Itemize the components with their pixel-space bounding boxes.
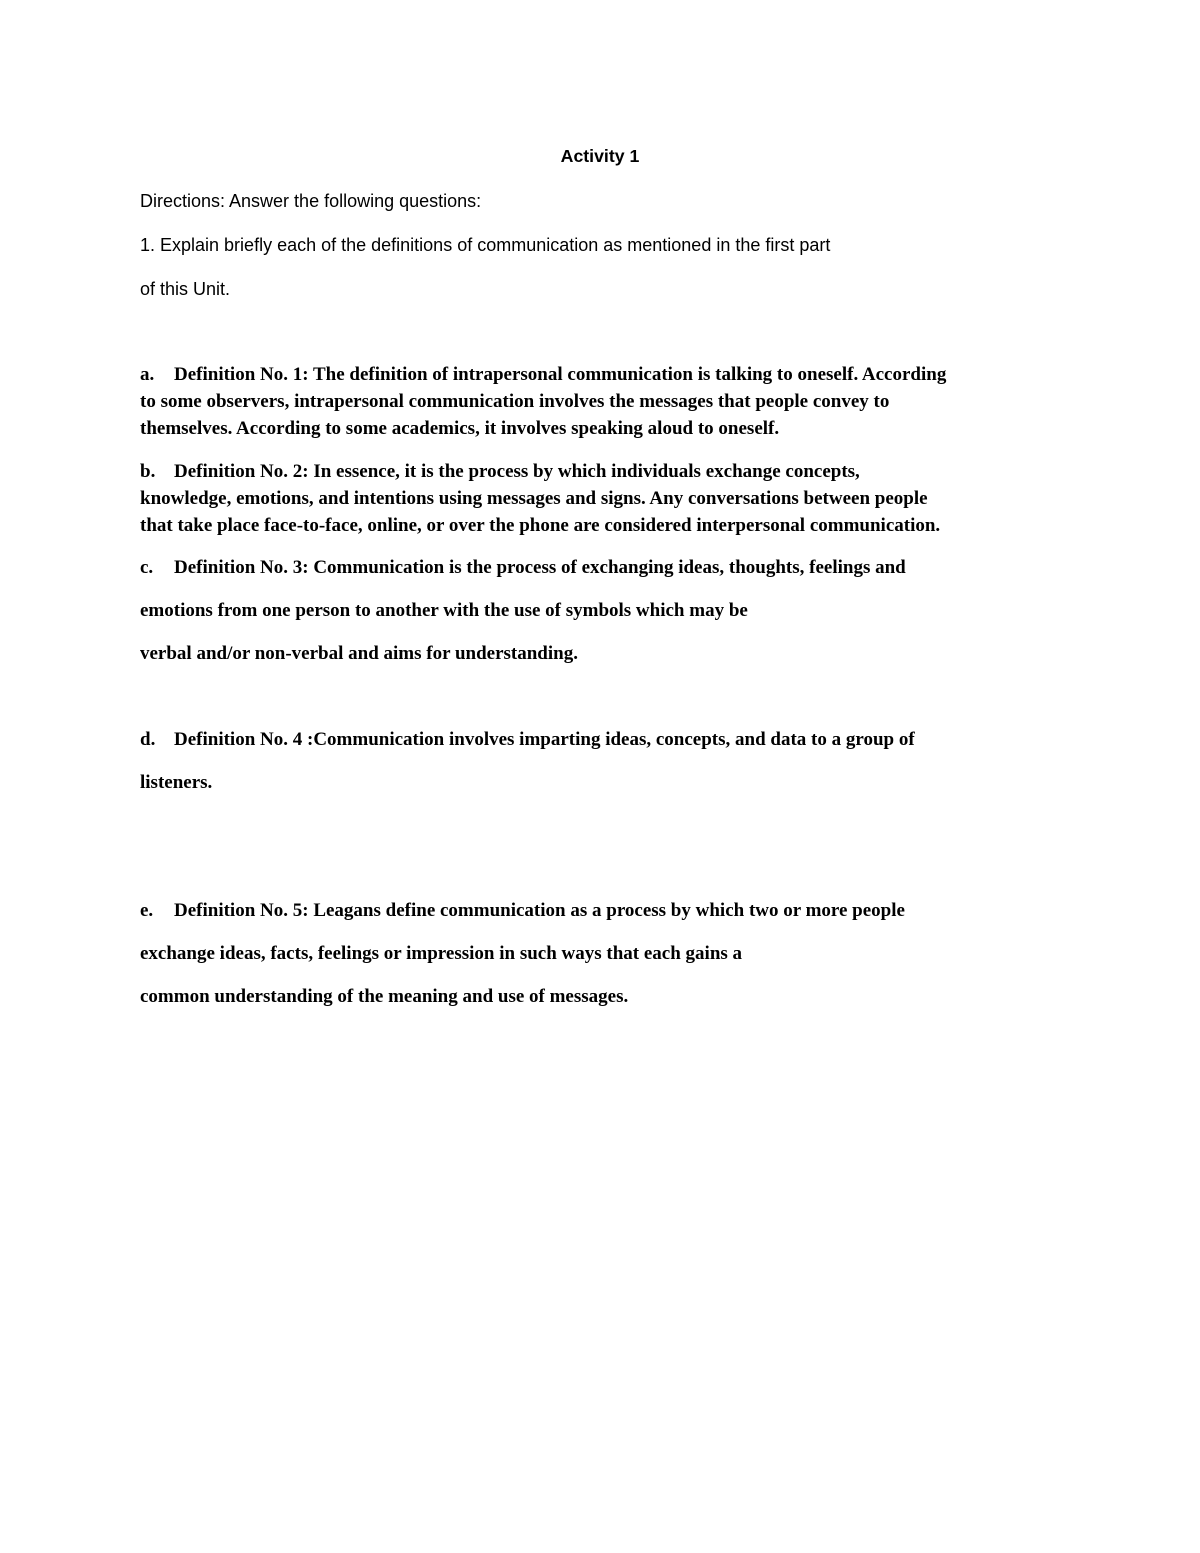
answer-e-label: e. xyxy=(140,900,154,921)
answer-c-label: c. xyxy=(140,557,154,578)
question-line-2: of this Unit. xyxy=(140,279,231,299)
answer-b-label: b. xyxy=(140,461,156,482)
answer-e-line-3: common understanding of the meaning and use of messages. xyxy=(140,986,629,1007)
answer-d-line-2: listeners. xyxy=(140,772,213,793)
answer-d-text-1: Definition No. 4 :Communication involves imparting ideas, concepts, and data to a group of xyxy=(174,729,915,750)
answer-b-line-1 xyxy=(140,458,860,485)
answer-c-text-1: Definition No. 3: Communication is the process of exchanging ideas, thoughts, feelings and xyxy=(174,557,906,578)
answer-a-text-1: Definition No. 1: The definition of intrapersonal communication is talking to oneself. According xyxy=(174,364,947,385)
page-title: Activity 1 xyxy=(560,146,640,166)
answer-d-label: d. xyxy=(140,729,156,750)
answer-b-line-2: knowledge, emotions, and intentions using messages and signs. Any conversations between people xyxy=(140,488,928,509)
answer-e-text-1: Definition No. 5: Leagans define communication as a process by which two or more people xyxy=(174,900,905,921)
answer-a-line-2: to some observers, intrapersonal communication involves the messages that people convey to xyxy=(140,391,890,412)
directions-text: Directions: Answer the following questions: xyxy=(140,191,482,211)
answer-d-line-1 xyxy=(140,726,915,753)
question-line-1: 1. Explain briefly each of the definitions of communication as mentioned in the first part xyxy=(140,235,831,255)
answer-b-line-3: that take place face-to-face, online, or over the phone are considered interpersonal communication. xyxy=(140,515,941,536)
answer-a-line-1 xyxy=(140,361,946,388)
answer-a-label: a. xyxy=(140,364,155,385)
answer-a-line-3: themselves. According to some academics, it involves speaking aloud to oneself. xyxy=(140,418,780,439)
answer-c-line-1 xyxy=(140,554,906,581)
answer-c-line-3: verbal and/or non-verbal and aims for understanding. xyxy=(140,643,578,664)
answer-e-line-1 xyxy=(140,897,905,924)
answer-c-line-2: emotions from one person to another with the use of symbols which may be xyxy=(140,600,748,621)
answer-e-line-2: exchange ideas, facts, feelings or impression in such ways that each gains a xyxy=(140,943,743,964)
answer-b-text-1: Definition No. 2: In essence, it is the process by which individuals exchange concepts, xyxy=(174,461,860,482)
